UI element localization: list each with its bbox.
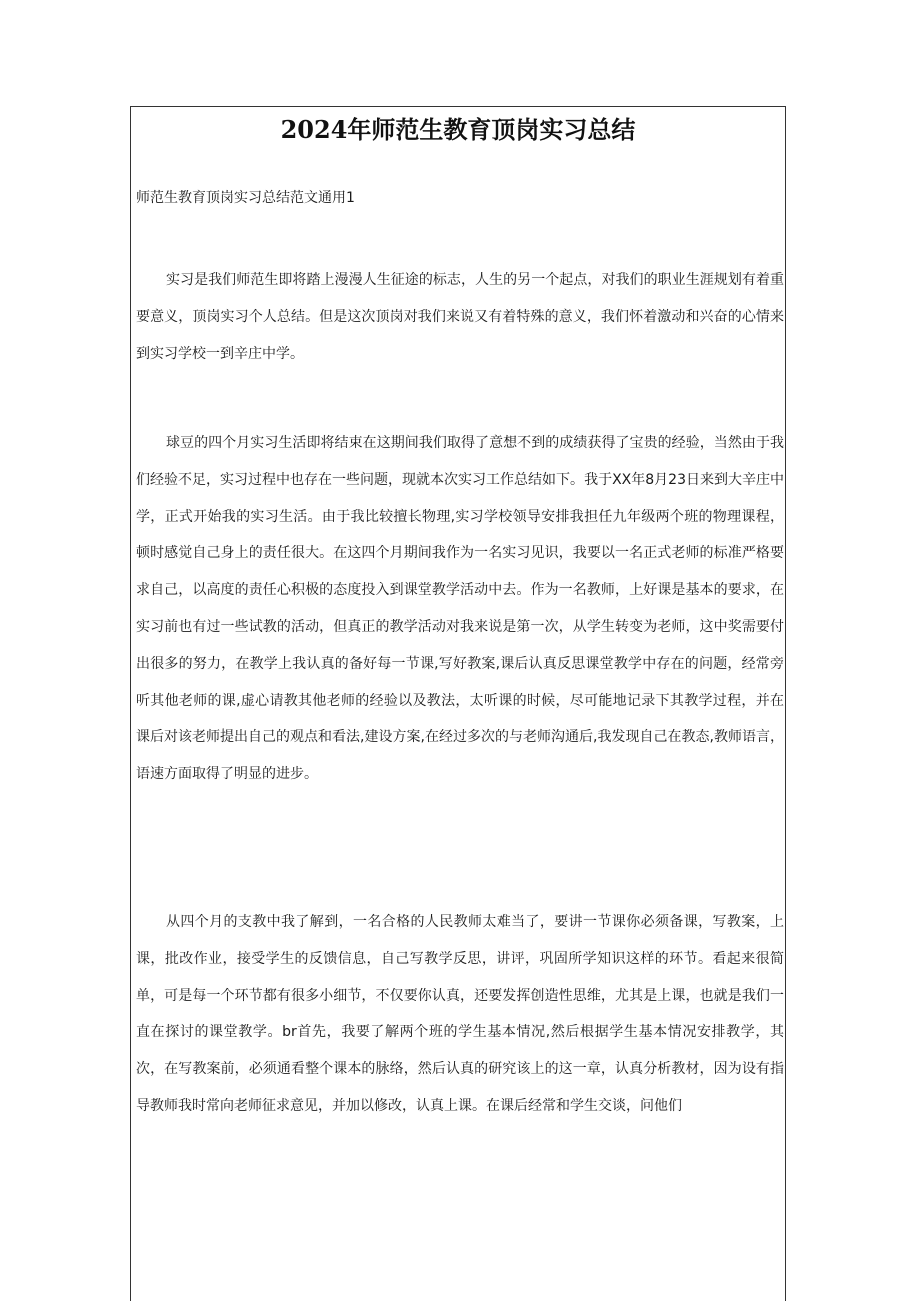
paragraph-3: 从四个月的支教中我了解到，一名合格的人民教师太难当了，要讲一节课你必须备课，写教案，上课，批改作业，接受学生的反馈信息，自己写教学反思，讲评，巩固所学知识这样的环节。看起来很简单，可是每一个环节都有很多小细节，不仅要你认真，还要发挥创造性思维，尤其是上课，也就是我们一直在探讨的课堂教学。br首先，我要了解两个班的学生基本情况,然后根据学生基本情况安排教学，其次，在写教案前，必须通看整个课本的脉络，然后认真的研究该上的这一章，认真分析教材，因为设有指导教师我时常向老师征求意见，并加以修改，认真上课。在课后经常和学生交谈，问他们	[136, 914, 784, 1114]
document-title: 2024年师范生教育顶岗实习总结	[280, 115, 636, 144]
paragraph-1: 实习是我们师范生即将踏上漫漫人生征途的标志，人生的另一个起点，对我们的职业生涯规划有着重要意义，顶岗实习个人总结。但是这次顶岗对我们来说又有着特殊的意义，我们怀着激动和兴奋的心情来到实习学校一到辛庄中学。	[136, 272, 784, 362]
paragraph-2: 球豆的四个月实习生活即将结束在这期间我们取得了意想不到的成绩获得了宝贵的经验，当然由于我们经验不足，实习过程中也存在一些问题，现就本次实习工作总结如下。我于XX年8月23日来到大辛庄中学，正式开始我的实习生活。由于我比较擅长物理,实习学校领导安排我担任九年级两个班的物理课程，顿时感觉自己身上的责任很大。在这四个月期间我作为一名实习见识，我要以一名正式老师的标准严格要求自己，以高度的责任心积极的态度投入到课堂教学活动中去。作为一名教师，上好课是基本的要求，在实习前也有过一些试教的活动，但真正的教学活动对我来说是第一次，从学生转变为老师，这中奖需要付出很多的努力，在教学上我认真的备好每一节课,写好教案,课后认真反思课堂教学中存在的问题，经常旁听其他老师的课,虚心请教其他老师的经验以及教法，太听课的时候，尽可能地记录下其教学过程，并在课后对该老师提出自己的观点和看法,建设方案,在经过多次的与老师沟通后,我发现自己在教态,教师语言，语速方面取得了明显的进步。	[136, 435, 784, 783]
section-heading: 师范生教育顶岗实习总结范文通用1	[136, 190, 355, 206]
